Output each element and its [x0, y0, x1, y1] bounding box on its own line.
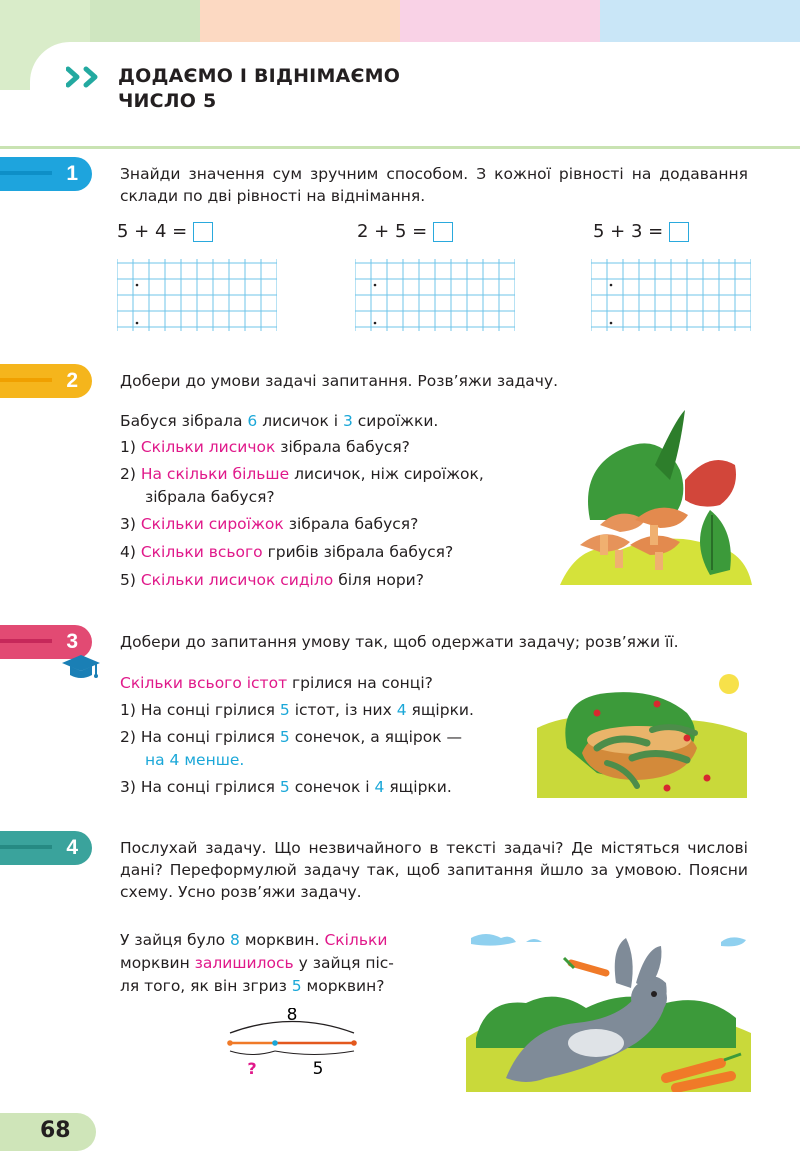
task-number-tab-2	[0, 364, 92, 398]
task2-question-2	[120, 463, 484, 485]
tab-stripe	[0, 845, 52, 849]
grid-dot	[136, 284, 139, 287]
text: У зайця було	[120, 931, 231, 949]
segment-point	[272, 1040, 278, 1046]
page-title-line1: ДОДАЄМО І ВІДНІМАЄМО	[118, 65, 401, 87]
number: 3	[342, 412, 353, 430]
tab-stripe	[0, 639, 52, 643]
segment-point	[227, 1040, 233, 1046]
task2-question-1	[120, 436, 410, 458]
header-rule	[0, 146, 800, 149]
highlight: Скільки всього істот	[120, 674, 288, 692]
task2-question-3	[120, 513, 418, 535]
text: морквин?	[301, 977, 385, 995]
text: біля нори?	[333, 571, 424, 589]
text: 1)	[120, 438, 141, 456]
text: 2)	[120, 465, 141, 483]
equation-text: 5 + 3 =	[593, 221, 664, 242]
task-number-tab-1	[0, 157, 92, 191]
grid-dot	[136, 322, 139, 325]
task3-question	[120, 672, 433, 694]
number: 4	[374, 778, 385, 796]
grid-dot	[374, 284, 377, 287]
grid-dot	[610, 284, 613, 287]
task2-question-4	[120, 541, 453, 563]
strip-pink	[400, 0, 600, 42]
tab-stripe	[0, 171, 52, 175]
answer-box[interactable]	[669, 222, 689, 242]
text: морквин	[120, 954, 195, 972]
grid-dot	[610, 322, 613, 325]
number: 5	[279, 701, 290, 719]
lizards-illustration	[537, 668, 747, 798]
task2-question-2-line2: зібрала бабуся?	[145, 488, 275, 506]
task4-story-line1	[120, 929, 387, 951]
highlight: Скільки сироїжок	[140, 515, 284, 533]
grid-dot	[374, 322, 377, 325]
segment-scheme	[222, 1008, 362, 1078]
highlight: Скільки лисичок сиділо	[140, 571, 334, 589]
unknown-brace	[230, 1051, 275, 1055]
text: лисичок і	[257, 412, 343, 430]
equation-2	[357, 221, 453, 242]
text: 2) На сонці грілися	[120, 728, 280, 746]
equation-text: 2 + 5 =	[357, 221, 428, 242]
segment-point	[351, 1040, 357, 1046]
tab-stripe	[0, 378, 52, 382]
number: 8	[230, 931, 240, 949]
task4-story-line3	[120, 975, 384, 997]
highlight: залишилось	[194, 954, 294, 972]
task3-option-2	[120, 726, 462, 748]
task-number: 4	[66, 836, 78, 859]
equation-text: 5 + 4 =	[117, 221, 188, 242]
text: грибів зібрала бабуся?	[262, 543, 454, 561]
answer-box[interactable]	[433, 222, 453, 242]
task-number: 1	[66, 162, 78, 185]
strip-peach	[200, 0, 400, 42]
text: істот, із них	[289, 701, 397, 719]
highlight: На скільки більше	[140, 465, 290, 483]
top-color-strip	[0, 0, 800, 42]
text: 4)	[120, 543, 141, 561]
text: грілися на сонці?	[287, 674, 433, 692]
scheme-total: 8	[286, 1008, 298, 1025]
text: ящірки.	[406, 701, 474, 719]
text: Бабуся зібрала	[120, 412, 248, 430]
page-title-line2: ЧИСЛО 5	[118, 90, 217, 112]
highlight: Скільки лисичок	[140, 438, 276, 456]
text: 3) На сонці грілися	[120, 778, 280, 796]
task3-intro: Добери до запитання умову так, щоб одержати задачу; розв’яжи її.	[120, 633, 679, 651]
answer-box[interactable]	[193, 222, 213, 242]
text: сонечок, а ящірок —	[289, 728, 462, 746]
highlight: Скільки	[324, 931, 388, 949]
scheme-part: 5	[312, 1059, 324, 1078]
equation-1	[117, 221, 213, 242]
number: 5	[291, 977, 302, 995]
highlight: Скільки всього	[140, 543, 263, 561]
scheme-unknown: ?	[247, 1059, 257, 1078]
double-chevron-right-icon	[66, 66, 106, 88]
task3-option-3	[120, 776, 452, 798]
task-number-tab-4	[0, 831, 92, 865]
text: 5)	[120, 571, 141, 589]
task4-story-line2	[120, 952, 394, 974]
text: у зайця піс-	[293, 954, 394, 972]
task1-text: Знайди значення сум зручним способом. З кожної рівності на додавання склади по дві рівності на віднімання.	[120, 165, 748, 205]
task4-text: Послухай задачу. Що незвичайного в тексті задачі? Де містяться числові дані? Переформулюй задачу так, щоб запитання йшло за умовою. Поясни схему. Усно розв’яжи задачу.	[120, 839, 748, 901]
answer-grid-3[interactable]	[591, 255, 751, 335]
task3-option-2-line2: на 4 менше.	[145, 751, 245, 769]
text: сонечок і	[289, 778, 375, 796]
text: ля того, як він згриз	[120, 977, 292, 995]
number: 5	[279, 778, 290, 796]
answer-grid-2[interactable]	[355, 255, 515, 335]
task2-condition	[120, 410, 438, 432]
text: зібрала бабуся?	[283, 515, 419, 533]
text: 3)	[120, 515, 141, 533]
answer-grid-1[interactable]	[117, 255, 277, 335]
text: зібрала бабуся?	[275, 438, 410, 456]
text: морквин.	[239, 931, 325, 949]
text: 1) На сонці грілися	[120, 701, 280, 719]
task2-intro: Добери до умови задачі запитання. Розв’яжи задачу.	[120, 372, 559, 390]
task-number: 3	[66, 630, 78, 653]
equation-3	[593, 221, 689, 242]
hare-illustration	[466, 928, 751, 1092]
part-brace	[275, 1051, 354, 1055]
text: лисичок, ніж сироїжок,	[289, 465, 484, 483]
text: ящірки.	[384, 778, 452, 796]
number: 5	[279, 728, 290, 746]
graduation-cap-icon	[60, 653, 102, 681]
page-title	[118, 64, 400, 114]
page-number: 68	[40, 1118, 71, 1143]
strip-blue	[600, 0, 800, 42]
mushrooms-illustration	[560, 410, 752, 585]
task3-option-1	[120, 699, 474, 721]
number: 6	[247, 412, 258, 430]
number: 4	[396, 701, 407, 719]
text: сироїжки.	[352, 412, 439, 430]
task-number: 2	[66, 369, 78, 392]
task2-question-5	[120, 569, 424, 591]
